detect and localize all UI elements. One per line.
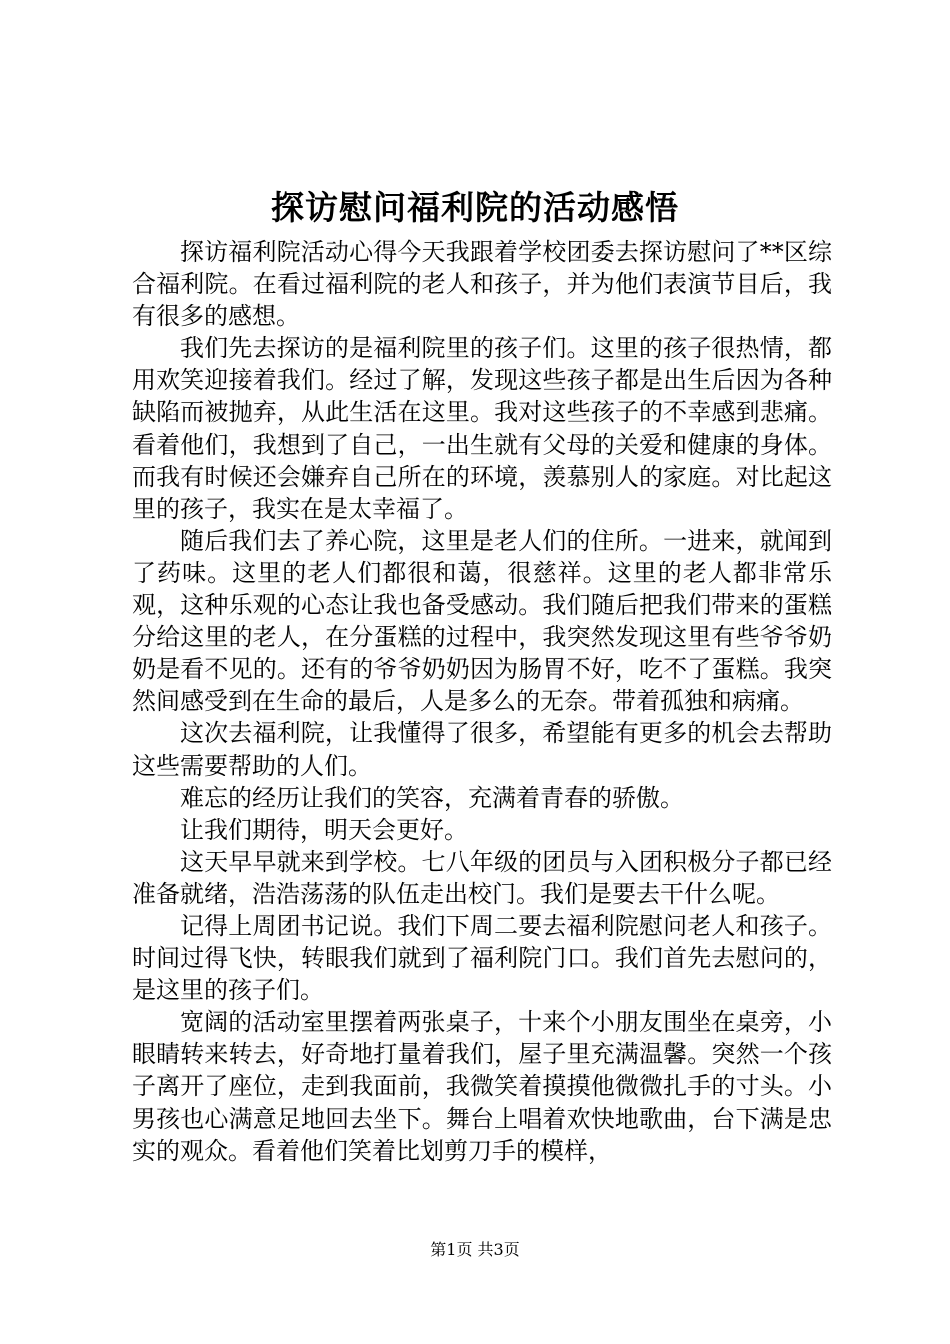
paragraph: 随后我们去了养心院，这里是老人们的住所。一进来，就闻到了药味。这里的老人们都很和蔼，很慈祥。这里的老人都非常乐观，这种乐观的心态让我也备受感动。我们随后把我们带来的蛋糕分给这里的老人，在分蛋糕的过程中，我突然发现这里有些爷爷奶奶是看不见的。还有的爷爷奶奶因为肠胃不好，吃不了蛋糕。我突然间感受到在生命的最后，人是多么的无奈。带着孤独和病痛。 [132,526,832,716]
paragraph: 记得上周团书记说。我们下周二要去福利院慰问老人和孩子。时间过得飞快，转眼我们就到了福利院门口。我们首先去慰问的，是这里的孩子们。 [132,911,832,1005]
paragraph: 难忘的经历让我们的笑容，充满着青春的骄傲。 [180,783,684,812]
paragraph: 宽阔的活动室里摆着两张桌子，十来个小朋友围坐在桌旁，小眼睛转来转去，好奇地打量着我们，屋子里充满温馨。突然一个孩子离开了座位，走到我面前，我微笑着摸摸他微微扎手的寸头。小男孩也心满意足地回去坐下。舞台上唱着欢快地歌曲，台下满是忠实的观众。看着他们笑着比划剪刀手的模样， [132,1008,832,1165]
paragraph: 我们先去探访的是福利院里的孩子们。这里的孩子很热情，都用欢笑迎接着我们。经过了解，发现这些孩子都是出生后因为各种缺陷而被抛弃，从此生活在这里。我对这些孩子的不幸感到悲痛。看着他们，我想到了自己，一出生就有父母的关爱和健康的身体。而我有时候还会嫌弃自己所在的环境，羡慕别人的家庭。对比起这里的孩子，我实在是太幸福了。 [132,334,832,523]
paragraph: 探访福利院活动心得今天我跟着学校团委去探访慰问了**区综合福利院。在看过福利院的老人和孩子，并为他们表演节目后，我有很多的感想。 [132,238,832,331]
page-number: 第1页 共3页 [430,1240,520,1259]
paragraph: 这天早早就来到学校。七八年级的团员与入团积极分子都已经准备就绪，浩浩荡荡的队伍走出校门。我们是要去干什么呢。 [132,847,832,908]
document-title: 探访慰问福利院的活动感悟 [271,188,679,227]
paragraph: 这次去福利院，让我懂得了很多，希望能有更多的机会去帮助这些需要帮助的人们。 [132,719,832,780]
document-body [132,236,832,1167]
paragraph: 让我们期待，明天会更好。 [180,815,468,844]
